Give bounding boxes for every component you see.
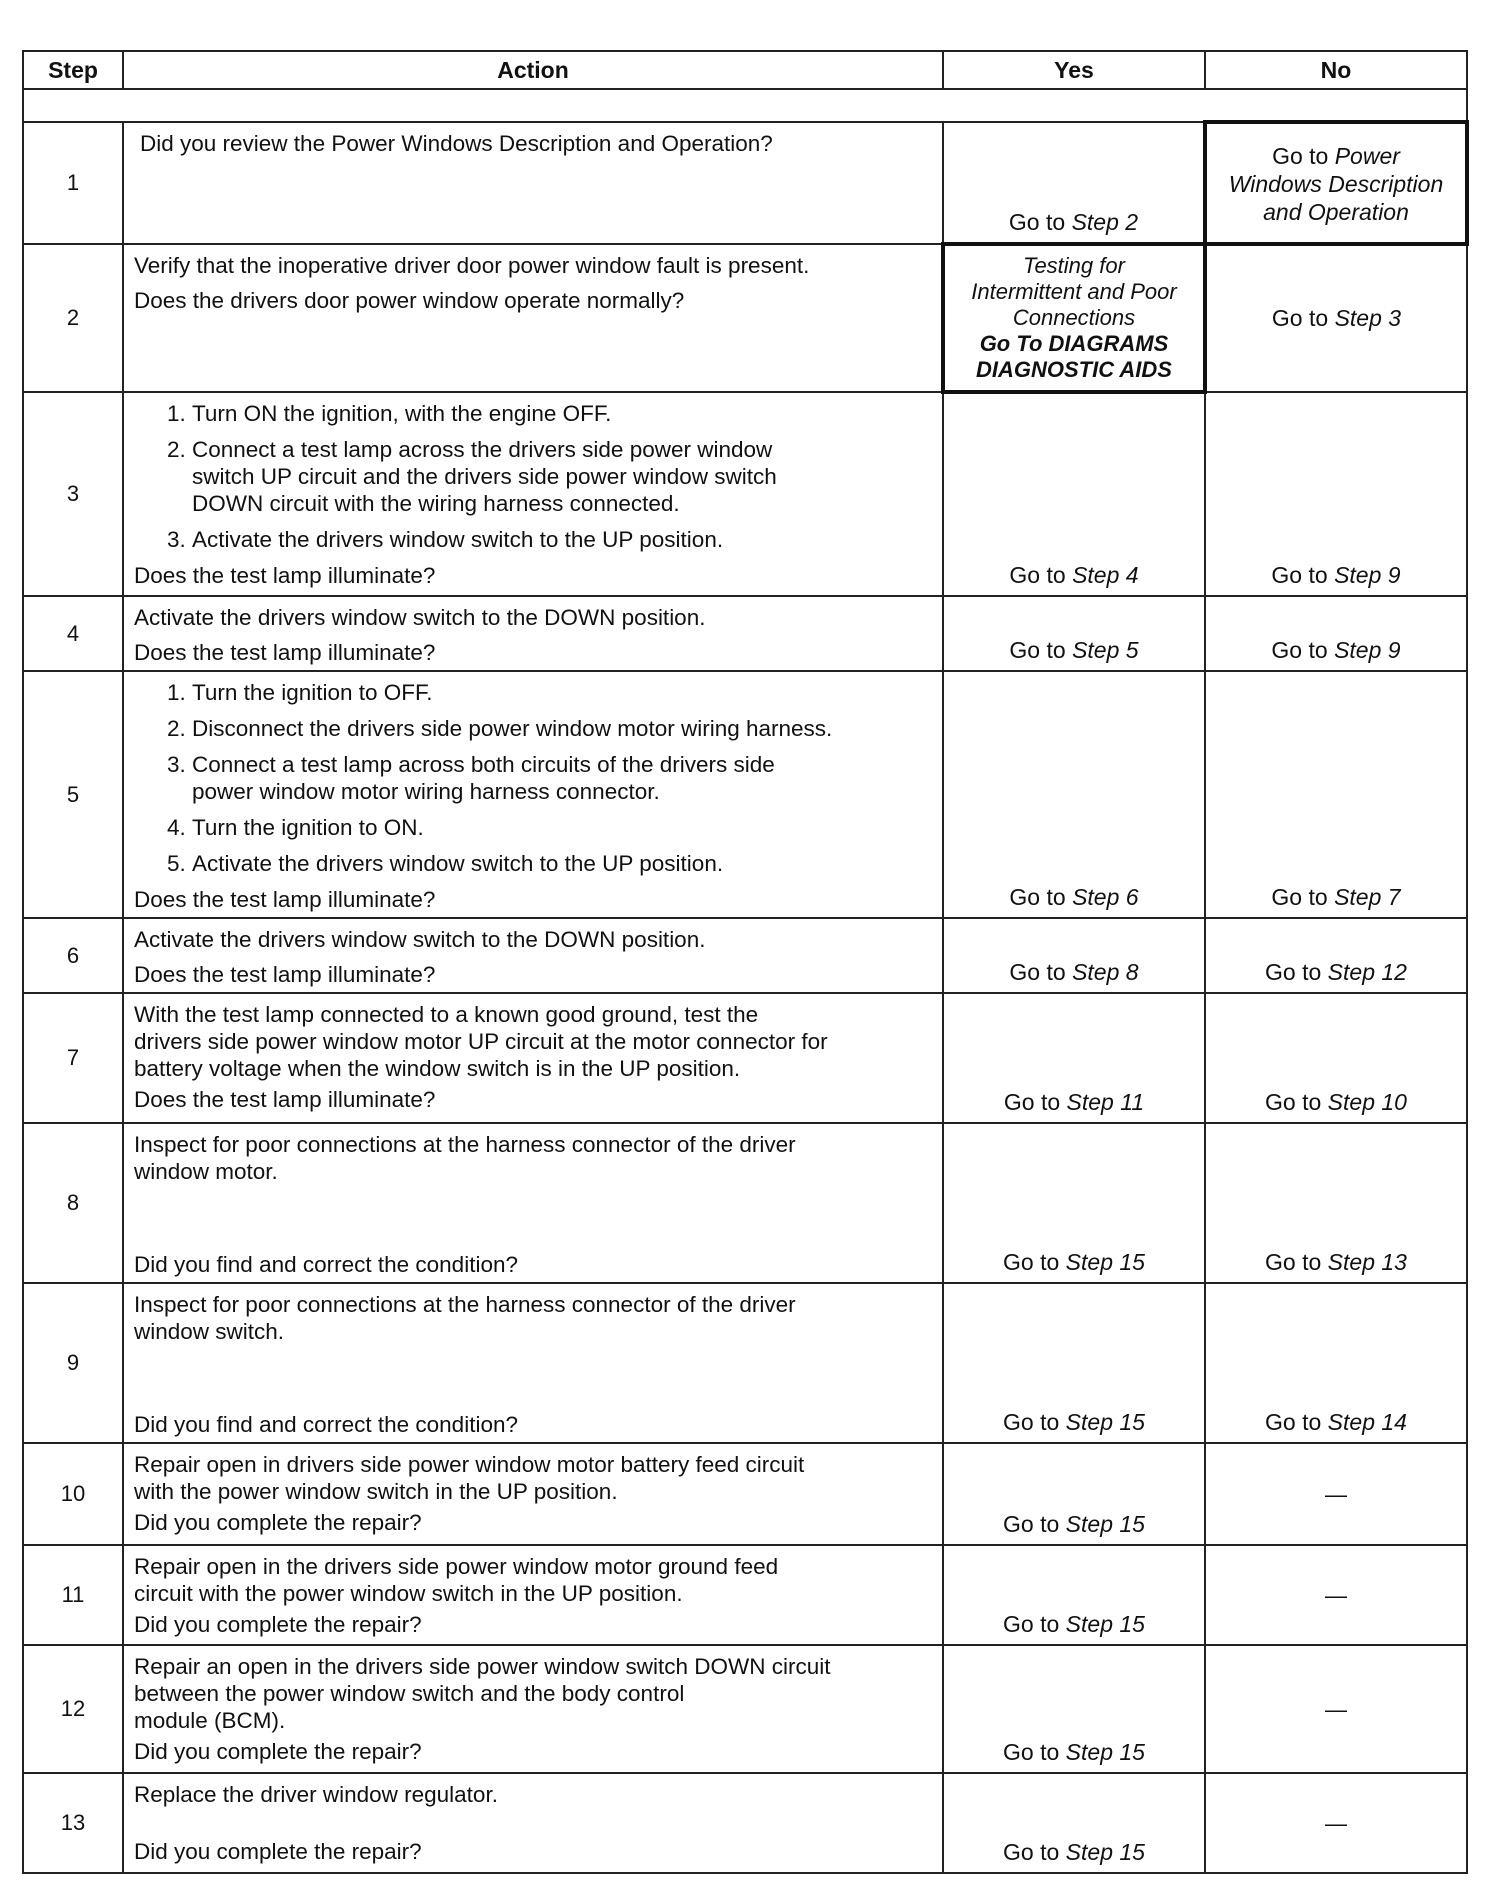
yes-cell	[943, 122, 1205, 244]
yes-step-ref: Step 15	[1065, 1511, 1145, 1537]
step-number: 9	[23, 1283, 123, 1443]
yes-step-ref: Step 15	[1065, 1249, 1145, 1275]
action-question: Did you complete the repair?	[134, 1612, 422, 1637]
action-step-text: Turn ON the ignition, with the engine OFF.	[192, 401, 612, 426]
table-row	[23, 671, 1467, 918]
action-step-item	[192, 715, 932, 742]
action-step-text: Disconnect the drivers side power window motor wiring harness.	[192, 716, 833, 741]
action-para-line: With the test lamp connected to a known good ground, test the	[134, 1002, 759, 1027]
yes-prefix: Go to	[1003, 1409, 1060, 1435]
no-ref-line: Windows Description	[1228, 171, 1444, 197]
yes-step-ref: Step 5	[1072, 637, 1139, 663]
no-step-ref: Step 13	[1327, 1249, 1407, 1275]
yes-italic-line: Intermittent and Poor	[971, 279, 1177, 304]
step-number: 3	[23, 392, 123, 596]
yes-step-ref: Step 15	[1065, 1739, 1145, 1765]
action-cell	[123, 671, 943, 918]
no-dash: —	[1325, 1582, 1347, 1608]
no-cell	[1205, 1443, 1467, 1545]
no-dash: —	[1325, 1481, 1347, 1507]
yes-prefix: Go to	[1003, 1511, 1060, 1537]
yes-step-ref: Step 15	[1065, 1409, 1145, 1435]
step-number: 11	[23, 1545, 123, 1645]
no-cell	[1205, 1123, 1467, 1283]
action-step-text: Connect a test lamp across the drivers side power window	[192, 437, 773, 462]
no-dash: —	[1325, 1810, 1347, 1836]
action-step-list	[134, 679, 932, 877]
diagnostic-table	[22, 50, 1469, 1874]
action-step-text: Turn the ignition to ON.	[192, 815, 424, 840]
step-number: 2	[23, 244, 123, 392]
action-para-line: module (BCM).	[134, 1708, 286, 1733]
action-step-text: Connect a test lamp across both circuits of the drivers side	[192, 752, 775, 777]
no-dash: —	[1325, 1696, 1347, 1722]
step-number: 4	[23, 596, 123, 671]
yes-prefix: Go to	[1003, 1839, 1060, 1865]
action-para-line: circuit with the power window switch in the UP position.	[134, 1581, 683, 1606]
yes-prefix: Go to	[1009, 637, 1066, 663]
yes-step-ref: Step 11	[1066, 1089, 1145, 1115]
yes-step-ref: Step 15	[1065, 1611, 1145, 1637]
action-para-line: with the power window switch in the UP position.	[134, 1479, 618, 1504]
yes-cell	[943, 1645, 1205, 1773]
action-cell	[123, 1283, 943, 1443]
header-yes: Yes	[943, 51, 1205, 89]
step-number: 7	[23, 993, 123, 1123]
table-row	[23, 918, 1467, 993]
action-step-text: Activate the drivers window switch to the UP position.	[192, 527, 724, 552]
header-step: Step	[23, 51, 123, 89]
table-row	[23, 1123, 1467, 1283]
action-para-line: Repair open in the drivers side power window motor ground feed	[134, 1554, 779, 1579]
action-step-list	[134, 400, 932, 553]
action-cell	[123, 1773, 943, 1873]
yes-prefix: Go to	[1009, 884, 1066, 910]
action-para-line: drivers side power window motor UP circuit at the motor connector for	[134, 1029, 828, 1054]
action-step-text: Activate the drivers window switch to the UP position.	[192, 851, 724, 876]
header-row	[23, 51, 1467, 89]
action-question: Does the test lamp illuminate?	[134, 563, 436, 588]
no-prefix: Go to	[1271, 884, 1328, 910]
table-row	[23, 1645, 1467, 1773]
yes-italic-line: Testing for	[1023, 253, 1125, 278]
action-cell	[123, 244, 943, 392]
action-cell	[123, 1645, 943, 1773]
yes-cell	[943, 596, 1205, 671]
yes-step-ref: Step 2	[1071, 209, 1139, 235]
action-para-line: Inspect for poor connections at the harness connector of the driver	[134, 1292, 796, 1317]
yes-cell	[943, 993, 1205, 1123]
table-row	[23, 244, 1467, 392]
action-cell	[123, 918, 943, 993]
no-step-ref: Step 3	[1334, 305, 1402, 331]
table-row	[23, 1773, 1467, 1873]
no-cell	[1205, 1283, 1467, 1443]
action-para-line: window switch.	[134, 1319, 285, 1344]
action-cell	[123, 993, 943, 1123]
action-line: Verify that the inoperative driver door power window fault is present.	[134, 253, 810, 278]
no-step-ref: Step 14	[1327, 1409, 1407, 1435]
action-step-item	[192, 436, 932, 517]
no-cell	[1205, 1545, 1467, 1645]
table-row	[23, 1283, 1467, 1443]
step-number: 13	[23, 1773, 123, 1873]
action-question: Does the test lamp illuminate?	[134, 640, 436, 665]
header-no: No	[1205, 51, 1467, 89]
yes-cell	[943, 1545, 1205, 1645]
action-para-line: between the power window switch and the body control	[134, 1681, 685, 1706]
action-para-line: Repair open in drivers side power window motor battery feed circuit	[134, 1452, 805, 1477]
action-step-item	[192, 814, 932, 841]
action-step-item	[192, 679, 932, 706]
action-question: Does the test lamp illuminate?	[134, 887, 436, 912]
no-prefix: Go to	[1271, 562, 1328, 588]
no-step-ref: Step 10	[1327, 1089, 1407, 1115]
no-prefix: Go to	[1265, 1249, 1322, 1275]
action-question: Did you complete the repair?	[134, 1510, 422, 1535]
step-number: 6	[23, 918, 123, 993]
no-cell	[1205, 392, 1467, 596]
yes-special-text	[945, 253, 1203, 383]
table-row	[23, 596, 1467, 671]
yes-prefix: Go to	[1009, 959, 1066, 985]
action-line: Activate the drivers window switch to the DOWN position.	[134, 927, 706, 952]
action-question: Did you complete the repair?	[134, 1739, 422, 1764]
yes-italic-line: Connections	[1012, 305, 1136, 330]
yes-prefix: Go to	[1003, 1089, 1061, 1115]
action-para-line: battery voltage when the window switch is in the UP position.	[134, 1056, 741, 1081]
step-number: 12	[23, 1645, 123, 1773]
no-prefix: Go to	[1265, 1409, 1322, 1435]
step-number: 10	[23, 1443, 123, 1545]
action-step-item	[192, 526, 932, 553]
action-cell	[123, 596, 943, 671]
table-row	[23, 993, 1467, 1123]
yes-cell	[943, 244, 1205, 392]
table-row	[23, 1545, 1467, 1645]
spacer-row	[23, 89, 1467, 122]
action-question: Did you complete the repair?	[134, 1839, 422, 1864]
action-question: Did you find and correct the condition?	[134, 1412, 518, 1437]
header-action: Action	[123, 51, 943, 89]
no-ref-line: Power	[1334, 143, 1400, 169]
spacer-cell	[23, 89, 1467, 122]
diagnostic-table-sheet	[22, 50, 1466, 1874]
yes-bold-line: DIAGNOSTIC AIDS	[976, 357, 1172, 382]
no-ref-line: and Operation	[1263, 199, 1409, 225]
yes-bold-line: Go To DIAGRAMS	[979, 331, 1169, 356]
yes-prefix: Go to	[1009, 562, 1066, 588]
action-para-line: Replace the driver window regulator.	[134, 1782, 498, 1807]
action-step-text: DOWN circuit with the wiring harness connected.	[192, 491, 680, 516]
yes-cell	[943, 392, 1205, 596]
no-cell	[1205, 993, 1467, 1123]
yes-cell	[943, 671, 1205, 918]
no-step-ref: Step 7	[1334, 884, 1401, 910]
action-cell	[123, 122, 943, 244]
yes-prefix: Go to	[1008, 209, 1066, 235]
yes-prefix: Go to	[1003, 1249, 1060, 1275]
step-number: 1	[23, 122, 123, 244]
action-para-line: window motor.	[134, 1159, 278, 1184]
no-step-ref: Step 12	[1327, 959, 1407, 985]
action-cell	[123, 392, 943, 596]
yes-step-ref: Step 8	[1072, 959, 1139, 985]
action-step-item	[192, 850, 932, 877]
yes-step-ref: Step 15	[1065, 1839, 1145, 1865]
action-step-text: power window motor wiring harness connector.	[192, 779, 660, 804]
no-cell	[1205, 671, 1467, 918]
action-cell	[123, 1123, 943, 1283]
action-step-text: Turn the ignition to OFF.	[192, 680, 433, 705]
table-row	[23, 122, 1467, 244]
action-question: Does the test lamp illuminate?	[134, 962, 436, 987]
action-question: Did you find and correct the condition?	[134, 1252, 518, 1277]
yes-cell	[943, 1123, 1205, 1283]
no-prefix: Go to	[1272, 143, 1329, 169]
no-prefix: Go to	[1265, 1089, 1322, 1115]
no-step-ref: Step 9	[1334, 562, 1401, 588]
no-cell	[1205, 1773, 1467, 1873]
action-step-text: switch UP circuit and the drivers side power window switch	[192, 464, 777, 489]
no-cell	[1205, 244, 1467, 392]
no-prefix: Go to	[1265, 959, 1322, 985]
no-step-ref: Step 9	[1334, 637, 1401, 663]
action-question: Did you review the Power Windows Description and Operation?	[140, 131, 773, 156]
no-cell	[1205, 122, 1467, 244]
action-line: Activate the drivers window switch to the DOWN position.	[134, 605, 706, 630]
action-cell	[123, 1545, 943, 1645]
action-para-line: Inspect for poor connections at the harness connector of the driver	[134, 1132, 796, 1157]
no-cell	[1205, 1645, 1467, 1773]
yes-prefix: Go to	[1003, 1611, 1060, 1637]
table-row	[23, 1443, 1467, 1545]
yes-cell	[943, 1443, 1205, 1545]
action-question: Does the test lamp illuminate?	[134, 1087, 436, 1112]
yes-prefix: Go to	[1003, 1739, 1060, 1765]
action-step-item	[192, 400, 932, 427]
yes-cell	[943, 1283, 1205, 1443]
yes-step-ref: Step 6	[1072, 884, 1139, 910]
no-prefix: Go to	[1271, 305, 1329, 331]
action-para-line: Repair an open in the drivers side power window switch DOWN circuit	[134, 1654, 831, 1679]
no-cell	[1205, 596, 1467, 671]
yes-cell	[943, 1773, 1205, 1873]
no-cell	[1205, 918, 1467, 993]
table-row	[23, 392, 1467, 596]
yes-cell	[943, 918, 1205, 993]
action-step-item	[192, 751, 932, 805]
step-number: 8	[23, 1123, 123, 1283]
action-cell	[123, 1443, 943, 1545]
yes-step-ref: Step 4	[1072, 562, 1139, 588]
no-prefix: Go to	[1271, 637, 1328, 663]
action-question: Does the drivers door power window operate normally?	[134, 288, 685, 313]
step-number: 5	[23, 671, 123, 918]
